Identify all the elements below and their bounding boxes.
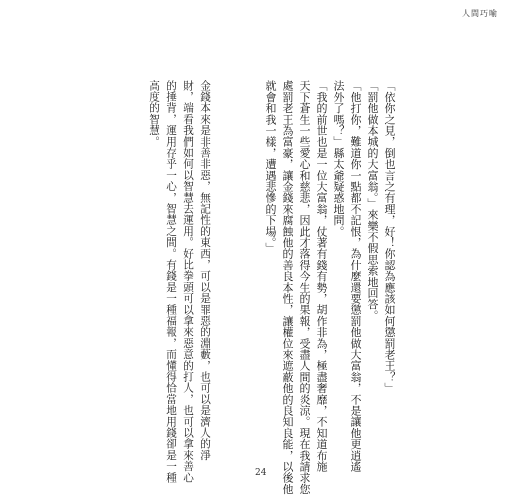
- commentary-line: 金錢本來是非善非惡，無記性的東西，可以是罪惡的淵藪，也可以是濟人的淨: [199, 80, 211, 461]
- body-line: 「我的前世也是一位大富翁，仗著有錢有勢，胡作非為，極盡奢靡，不知道布施: [315, 80, 328, 472]
- body-line: 就會和我一樣，遭遇悲慘的下場。」: [264, 80, 277, 254]
- body-line: 「他打你，難道你一點都不記恨，為什麼還要懲罰他做大富翁，不是讓他更逍遙: [349, 80, 362, 472]
- commentary-line: 財，端看我們如何以智慧去運用。好比拳頭可以拿來惡意的打人，也可以拿來善心: [182, 80, 194, 484]
- page-number: 24: [255, 468, 267, 478]
- body-line: 「罰他做本城的大富翁。」來樂不假思索地回答。: [366, 80, 379, 321]
- body-line: 天下蒼生一些愛心和慈悲，因此才落得今生的果報，受盡人間的炎涼。現在我請求您: [298, 80, 311, 495]
- running-header: 人間巧喻: [462, 9, 498, 18]
- body-line: 法外了嗎？」縣太爺疑惑地問。: [332, 80, 345, 237]
- body-line: 「依你之見，倒也言之有理，好！你認為應該如何懲罰老王？」: [383, 80, 396, 394]
- commentary-line: 的捶背，運用存乎一心，智慧之間。有錢是一種福報，而懂得恰當地用錢卻是一種: [165, 80, 177, 484]
- commentary-line: 高度的智慧。: [148, 80, 160, 148]
- body-line: 處罰老王為富豪，讓金錢來腐蝕他的善良本性，讓權位來遮蔽他的良知良能，以後他: [281, 80, 294, 495]
